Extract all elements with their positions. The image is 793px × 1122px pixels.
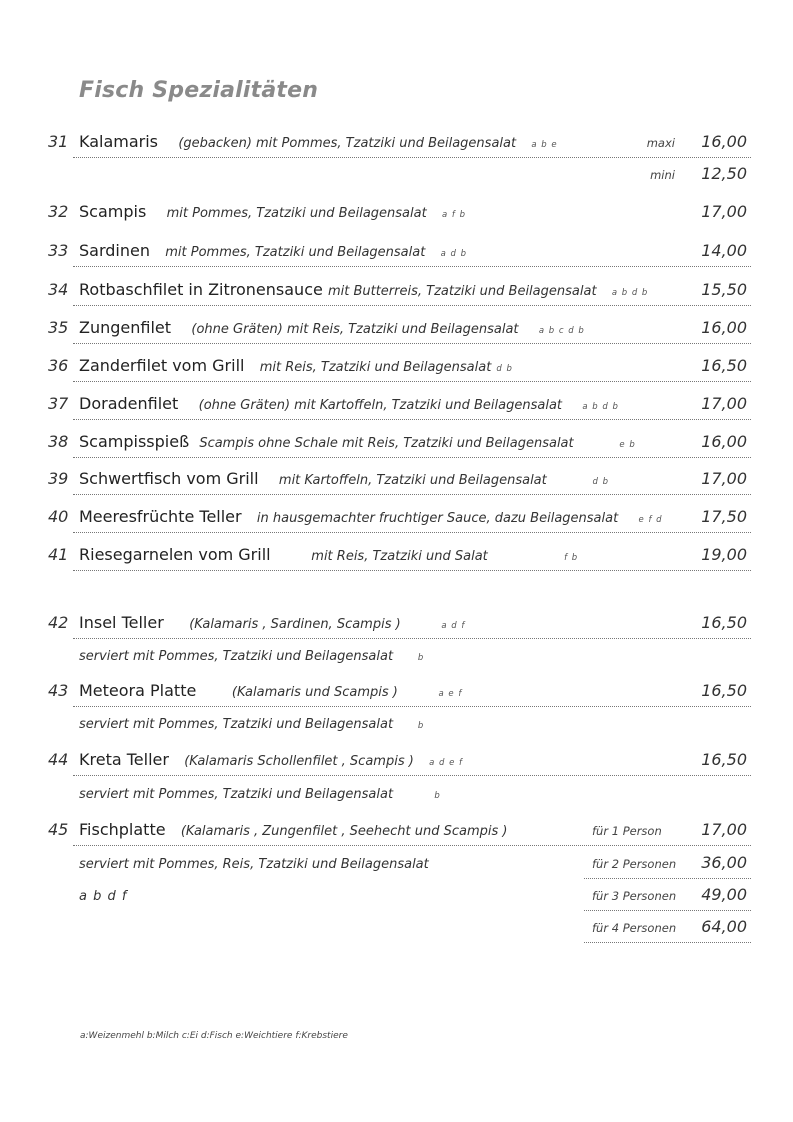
item-allergens: e f d bbox=[638, 515, 663, 525]
item-price: 17,00 bbox=[701, 394, 747, 413]
menu-item-45-option-2 bbox=[0, 850, 793, 876]
item-description: (ohne Gräten) mit Reis, Tzatziki und Beilagensalat bbox=[191, 322, 519, 337]
dotted-divider bbox=[73, 266, 751, 267]
item-price: 17,00 bbox=[701, 820, 747, 839]
item-number: 42 bbox=[48, 613, 69, 632]
page-title: Fisch Spezialitäten bbox=[79, 78, 319, 103]
menu-item-45-option-4 bbox=[0, 914, 793, 940]
item-allergens: b bbox=[417, 653, 425, 663]
item-price: 49,00 bbox=[701, 885, 747, 904]
item-name: Zanderfilet vom Grill bbox=[79, 356, 245, 375]
menu-item-45 bbox=[0, 817, 793, 843]
item-number: 34 bbox=[48, 280, 69, 299]
allergen-legend: a:Weizenmehl b:Milch c:Ei d:Fisch e:Weichtiere f:Krebstiere bbox=[80, 1031, 348, 1041]
item-serving-note: serviert mit Pommes, Reis, Tzatziki und Beilagensalat bbox=[79, 857, 429, 872]
item-allergens: a b e bbox=[531, 140, 558, 150]
menu-item-34 bbox=[0, 277, 793, 303]
menu-item-41 bbox=[0, 542, 793, 568]
item-name: Fischplatte bbox=[79, 820, 166, 839]
item-description: mit Butterreis, Tzatziki und Beilagensalat bbox=[327, 284, 597, 299]
item-name: Scampisspieß bbox=[79, 432, 190, 451]
menu-item-31 bbox=[0, 129, 793, 155]
menu-item-36 bbox=[0, 353, 793, 379]
item-description: (Kalamaris , Zungenfilet , Seehecht und Scampis ) bbox=[180, 824, 508, 839]
item-allergens: a b c d b bbox=[538, 326, 585, 336]
menu-item-43 bbox=[0, 678, 793, 704]
menu-item-40 bbox=[0, 504, 793, 530]
item-description: mit Kartoffeln, Tzatziki und Beilagensalat bbox=[278, 473, 547, 488]
menu-item-37 bbox=[0, 391, 793, 417]
item-allergens: a b d b bbox=[582, 402, 619, 412]
menu-item-42-sub bbox=[0, 642, 793, 668]
item-description: (ohne Gräten) mit Kartoffeln, Tzatziki und Beilagensalat bbox=[198, 398, 563, 413]
item-price: 16,00 bbox=[701, 132, 747, 151]
item-number: 39 bbox=[48, 469, 69, 488]
item-price: 16,00 bbox=[701, 432, 747, 451]
item-number: 44 bbox=[48, 750, 69, 769]
item-description: (Kalamaris , Sardinen, Scampis ) bbox=[189, 617, 401, 632]
dotted-divider bbox=[73, 343, 751, 344]
item-serving-note: serviert mit Pommes, Tzatziki und Beilagensalat bbox=[79, 717, 394, 732]
dotted-divider bbox=[584, 910, 751, 911]
item-price: 16,50 bbox=[701, 613, 747, 632]
item-allergens: a d e f bbox=[429, 758, 464, 768]
menu-item-45-option-3 bbox=[0, 882, 793, 908]
item-allergens: a f b bbox=[441, 210, 466, 220]
item-description: mit Pommes, Tzatziki und Beilagensalat bbox=[165, 245, 426, 260]
item-allergens: a b d b bbox=[611, 288, 649, 298]
item-number: 43 bbox=[48, 681, 69, 700]
item-name: Doradenfilet bbox=[79, 394, 179, 413]
item-description: mit Pommes, Tzatziki und Beilagensalat bbox=[166, 206, 427, 221]
dotted-divider bbox=[584, 878, 751, 879]
dotted-divider bbox=[73, 381, 751, 382]
item-description: (Kalamaris und Scampis ) bbox=[231, 685, 398, 700]
dotted-divider bbox=[73, 706, 751, 707]
item-allergens: b bbox=[417, 721, 425, 731]
item-price: 15,50 bbox=[701, 280, 747, 299]
dotted-divider bbox=[73, 532, 751, 533]
dotted-divider bbox=[73, 457, 751, 458]
item-allergens: d b bbox=[592, 477, 610, 487]
item-name: Riesegarnelen vom Grill bbox=[79, 545, 271, 564]
item-price: 16,50 bbox=[701, 750, 747, 769]
menu-item-39 bbox=[0, 466, 793, 492]
menu-item-35 bbox=[0, 315, 793, 341]
dotted-divider bbox=[73, 494, 751, 495]
menu-item-32 bbox=[0, 199, 793, 225]
item-allergens: b bbox=[434, 791, 441, 801]
dotted-divider bbox=[73, 638, 751, 639]
item-price: 16,00 bbox=[701, 318, 747, 337]
item-size: für 1 Person bbox=[592, 824, 662, 838]
item-number: 36 bbox=[48, 356, 69, 375]
item-description: mit Reis, Tzatziki und Salat bbox=[311, 549, 488, 564]
dotted-divider bbox=[73, 419, 751, 420]
item-price: 19,00 bbox=[701, 545, 747, 564]
item-number: 37 bbox=[48, 394, 69, 413]
dotted-divider bbox=[73, 570, 751, 571]
item-serving-note: serviert mit Pommes, Tzatziki und Beilagensalat bbox=[79, 649, 394, 664]
menu-item-44-sub bbox=[0, 780, 793, 806]
item-allergens: a e f bbox=[438, 689, 463, 699]
item-price: 36,00 bbox=[701, 853, 747, 872]
item-allergens: f b bbox=[564, 553, 579, 563]
dotted-divider bbox=[73, 775, 751, 776]
item-size: für 2 Personen bbox=[592, 857, 677, 871]
menu-item-33 bbox=[0, 238, 793, 264]
item-size: maxi bbox=[646, 136, 675, 150]
item-number: 33 bbox=[48, 241, 69, 260]
item-description: (Kalamaris Schollenfilet , Scampis ) bbox=[184, 754, 414, 769]
item-name: Insel Teller bbox=[79, 613, 164, 632]
item-name: Schwertfisch vom Grill bbox=[79, 469, 259, 488]
dotted-divider bbox=[73, 845, 751, 846]
item-price: 17,00 bbox=[701, 469, 747, 488]
item-number: 35 bbox=[48, 318, 69, 337]
item-number: 38 bbox=[48, 432, 69, 451]
item-name: Rotbaschfilet in Zitronensauce bbox=[79, 280, 323, 299]
item-description: (gebacken) mit Pommes, Tzatziki und Beilagensalat bbox=[178, 136, 517, 151]
menu-item-42 bbox=[0, 610, 793, 636]
item-name: Kreta Teller bbox=[79, 750, 169, 769]
item-description: mit Reis, Tzatziki und Beilagensalat bbox=[259, 360, 492, 375]
menu-item-38 bbox=[0, 429, 793, 455]
item-number: 45 bbox=[48, 820, 69, 839]
item-name: Meteora Platte bbox=[79, 681, 197, 700]
item-price: 17,50 bbox=[701, 507, 747, 526]
item-name: Meeresfrüchte Teller bbox=[79, 507, 242, 526]
item-price: 17,00 bbox=[701, 202, 747, 221]
item-name: Zungenfilet bbox=[79, 318, 172, 337]
dotted-divider bbox=[584, 942, 751, 943]
item-size: für 4 Personen bbox=[592, 921, 677, 935]
item-number: 31 bbox=[48, 132, 69, 151]
item-serving-note: serviert mit Pommes, Tzatziki und Beilagensalat bbox=[79, 787, 394, 802]
item-price: 14,00 bbox=[701, 241, 747, 260]
item-allergens: d b bbox=[496, 364, 513, 374]
item-price: 16,50 bbox=[701, 356, 747, 375]
item-name: Kalamaris bbox=[79, 132, 159, 151]
menu-item-31-mini bbox=[0, 161, 793, 187]
item-price: 16,50 bbox=[701, 681, 747, 700]
dotted-divider bbox=[73, 157, 751, 158]
item-description: Scampis ohne Schale mit Reis, Tzatziki und Beilagensalat bbox=[199, 436, 574, 451]
item-number: 32 bbox=[48, 202, 69, 221]
dotted-divider bbox=[73, 305, 751, 306]
item-allergens: a b d f bbox=[79, 889, 128, 904]
menu-item-43-sub bbox=[0, 710, 793, 736]
item-allergens: e b bbox=[619, 440, 636, 450]
item-number: 41 bbox=[48, 545, 69, 564]
item-size: mini bbox=[650, 168, 675, 182]
item-price: 12,50 bbox=[701, 164, 747, 183]
item-description: in hausgemachter fruchtiger Sauce, dazu Beilagensalat bbox=[256, 511, 619, 526]
item-name: Sardinen bbox=[79, 241, 150, 260]
item-price: 64,00 bbox=[701, 917, 747, 936]
menu-item-44 bbox=[0, 747, 793, 773]
item-size: für 3 Personen bbox=[592, 889, 677, 903]
item-number: 40 bbox=[48, 507, 69, 526]
item-allergens: a d b bbox=[440, 249, 467, 259]
item-allergens: a d f bbox=[441, 621, 466, 631]
item-name: Scampis bbox=[79, 202, 147, 221]
